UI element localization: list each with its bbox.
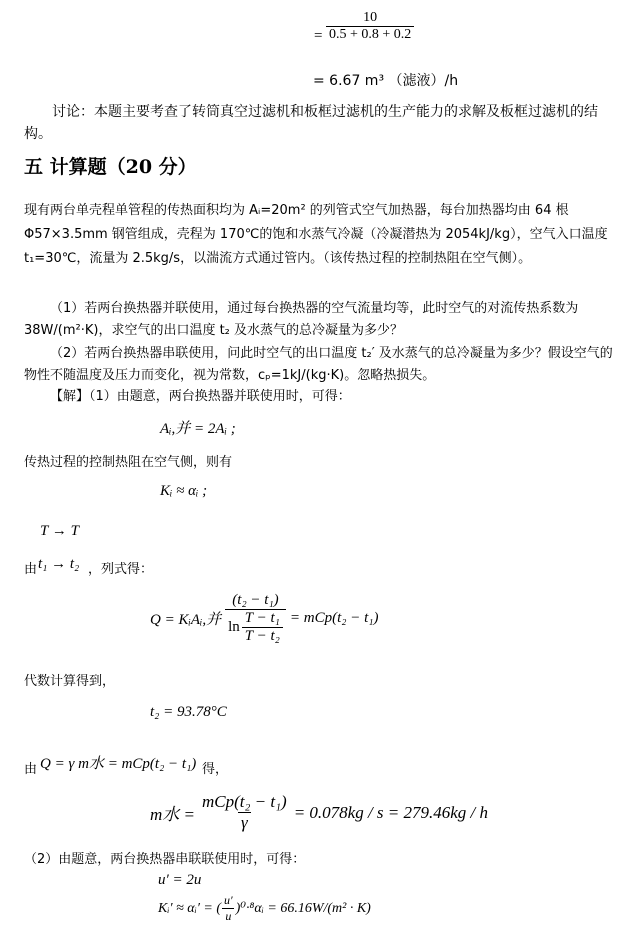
- equation-velocity-double: u′ = 2u: [158, 872, 202, 888]
- eq3-rhs: = mCp(t₂ − t₁): [289, 610, 379, 626]
- eq8-rhs: )⁰·⁸αᵢ = 66.16W/(m² · K): [235, 901, 371, 916]
- equation-t2-result: t₂ = 93.78°C: [150, 704, 227, 720]
- eq3-lhs: Q = KᵢAᵢ,并: [150, 612, 222, 628]
- control-resistance-text: 传热过程的控制热阻在空气侧，则有: [24, 455, 233, 470]
- eq8-lhs: Kᵢ′ ≈ αᵢ′ = (: [158, 900, 222, 916]
- eq6-rhs: = 0.078kg / s = 279.46kg / h: [293, 802, 489, 822]
- equation-k-prime: [158, 893, 371, 924]
- top-fraction-numerator: 10: [363, 10, 378, 25]
- top-fraction: [326, 10, 414, 43]
- equation-k-alpha: Kᵢ ≈ αᵢ ;: [160, 483, 208, 499]
- temperature-arrow-t: t₁ → t₂: [38, 556, 80, 572]
- eq3-ln: ln: [228, 619, 240, 635]
- eq6-lhs: m水 =: [150, 805, 195, 824]
- eq6-numerator: mCp(t₂ − t₁): [202, 792, 287, 811]
- problem-question-1: （1）若两台换热器并联使用，通过每台换热器的空气流量均等，此时空气的对流传热系数为 38W/(m²·K)，求空气的出口温度 t₂ 及水蒸气的总冷凝量为多少？: [24, 301, 579, 338]
- top-fraction-denominator: 0.5 + 0.8 + 0.2: [326, 26, 414, 43]
- top-eq-sign: =: [314, 28, 323, 44]
- eq3-numerator: (t₂ − t₁): [232, 592, 279, 608]
- equation-steam-mass: [150, 792, 488, 833]
- equation-area-parallel: Aᵢ,并 = 2Aᵢ ;: [160, 421, 236, 437]
- eq8-numerator: u′: [224, 893, 233, 907]
- eq3-inner-denominator: T − t₂: [242, 627, 283, 645]
- eq6-denominator: γ: [238, 812, 251, 833]
- equation-log-mean: [150, 592, 378, 645]
- discussion-paragraph: 讨论：本题主要考查了转筒真空过滤机和板框过滤机的生产能力的求解及板框过滤机的结构。: [24, 104, 598, 142]
- list-equation-text: ，列式得：: [88, 562, 154, 577]
- problem-question-2: （2）若两台换热器串联使用，问此时空气的出口温度 t₂′ 及水蒸气的总冷凝量为多少？假设空气的物性不随温度及压力而变化，视为常数，cₚ=1kJ/(kg·K)。忽略热损失。: [24, 346, 613, 383]
- problem-paragraph-1: 现有两台单壳程单管程的传热面积均为 Aᵢ=20m² 的列管式空气加热器，每台加热器均由 64 根Φ57×3.5mm 钢管组成，壳程为 170℃的饱和水蒸气冷凝（冷凝潜热为 2054kJ/kg），空气入口温度 t₁=30℃，流量为 2.5kg/s，以湍流方式通过管内。（该传热过程的控制热阻在空气侧）。: [24, 203, 608, 266]
- eq5-prefix: 由: [24, 762, 38, 777]
- temperature-arrow-T: T → T: [40, 523, 79, 539]
- solution-intro: 【解】（1）由题意，两台换热器并联使用时，可得：: [50, 389, 351, 404]
- section-title: 五 计算题（20 分）: [24, 156, 197, 178]
- from-label: 由: [24, 562, 38, 577]
- calculation-text: 代数计算得到，: [24, 674, 116, 689]
- top-result: = 6.67 m³ （滤液）/h: [313, 73, 459, 89]
- eq8-denominator: u: [222, 908, 234, 924]
- equation-heat-balance: Q = γ m水 = mCp(t₂ − t₁): [40, 756, 197, 772]
- eq5-suffix: 得，: [202, 762, 229, 777]
- part2-intro: （2）由题意，两台换热器串联联使用时，可得：: [24, 852, 306, 867]
- eq3-inner-numerator: T − t₁: [244, 610, 280, 626]
